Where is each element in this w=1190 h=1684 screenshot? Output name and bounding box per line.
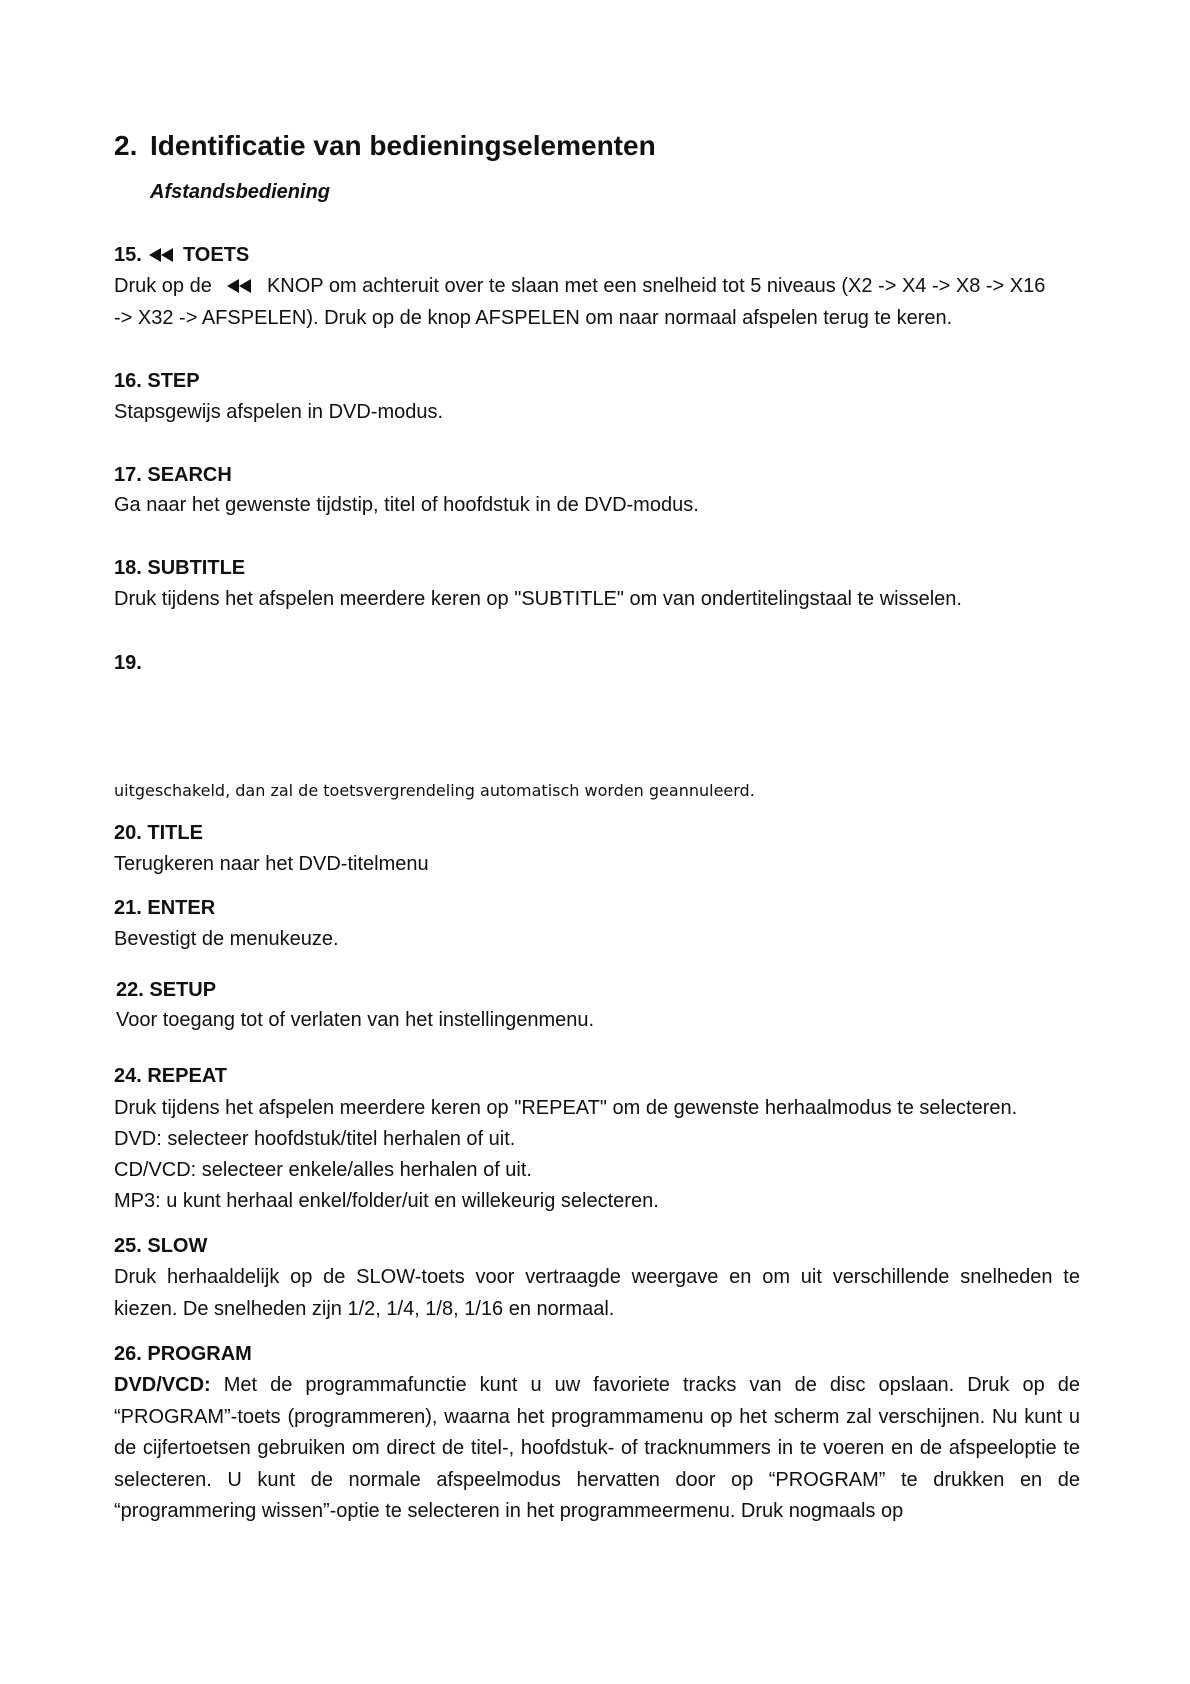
item-15-heading (114, 243, 249, 267)
item-22-text: Voor toegang tot of verlaten van het instellingenmenu. (116, 1009, 595, 1031)
item-25-heading: 25. SLOW (114, 1235, 208, 1257)
rewind-icon (225, 279, 255, 293)
item-15-number: 15. (114, 244, 142, 266)
section-subheading: Afstandsbediening (150, 181, 331, 203)
item-24-line-2: DVD: selecteer hoofdstuk/titel herhalen of uit. (114, 1128, 516, 1150)
item-15-text-b: KNOP om achteruit over te slaan met een snelheid tot 5 niveaus (X2 -> X4 -> X8 -> X16 (266, 275, 1046, 297)
item-25-text: Druk herhaaldelijk op de SLOW-toets voor vertraagde weergave en om uit verschillende snelheden te kiezen. De snelheden zijn 1/2, 1/4, 1/8, 1/16 en normaal. (114, 1266, 1080, 1320)
item-18-text: Druk tijdens het afspelen meerdere keren op "SUBTITLE" om van ondertitelingstaal te wisselen. (114, 588, 962, 610)
item-26-paragraph (114, 1370, 1080, 1528)
item-15-line-1 (114, 271, 1045, 303)
item-20-heading: 20. TITLE (114, 822, 203, 844)
item-17-text: Ga naar het gewenste tijdstip, titel of hoofdstuk in de DVD-modus. (114, 494, 699, 516)
item-21-text: Bevestigt de menukeuze. (114, 928, 339, 950)
item-20-text: Terugkeren naar het DVD-titelmenu (114, 853, 429, 875)
item-24-line-3: CD/VCD: selecteer enkele/alles herhalen of uit. (114, 1159, 532, 1181)
item-19-text: uitgeschakeld, dan zal de toetsvergrendeling automatisch worden geannuleerd. (114, 781, 755, 800)
item-22-heading: 22. SETUP (116, 979, 217, 1001)
item-18-heading: 18. SUBTITLE (114, 557, 246, 579)
section-title: Identificatie van bedieningselementen (150, 130, 656, 161)
item-15-line-2: -> X32 -> AFSPELEN). Druk op de knop AFSPELEN om naar normaal afspelen terug te keren. (114, 307, 953, 329)
item-15-text-a: Druk op de (114, 275, 212, 297)
item-24-line-1: Druk tijdens het afspelen meerdere keren op "REPEAT" om de gewenste herhaalmodus te selecteren. (114, 1097, 1018, 1119)
item-21-heading: 21. ENTER (114, 897, 216, 919)
section-heading (114, 130, 656, 162)
item-17-heading: 17. SEARCH (114, 464, 232, 486)
item-19-heading: 19. (114, 652, 142, 674)
item-26-heading: 26. PROGRAM (114, 1343, 252, 1365)
item-26-label: DVD/VCD: (114, 1374, 211, 1396)
rewind-icon (147, 248, 177, 262)
item-24-heading: 24. REPEAT (114, 1065, 227, 1087)
item-26-text: Met de programmafunctie kunt u uw favoriete tracks van de disc opslaan. Druk op de “PROGRAM”-toets (programmeren), waarna het programmamenu op het scherm zal verschijnen. Nu kunt u de cijfertoetsen gebruiken om direct de titel-, hoofdstuk- of tracknummers in te voeren en de afspeeloptie te selecteren. U kunt de normale afspeelmodus hervatten door op “PROGRAM” te drukken en de “programmering wissen”-optie te selecteren in het programmeermenu. Druk nogmaals op (114, 1374, 1080, 1522)
item-24-line-4: MP3: u kunt herhaal enkel/folder/uit en willekeurig selecteren. (114, 1190, 659, 1212)
item-16-text: Stapsgewijs afspelen in DVD-modus. (114, 401, 444, 423)
item-16-heading: 16. STEP (114, 370, 200, 392)
item-15-title: TOETS (182, 244, 250, 266)
section-number: 2. (114, 130, 138, 161)
